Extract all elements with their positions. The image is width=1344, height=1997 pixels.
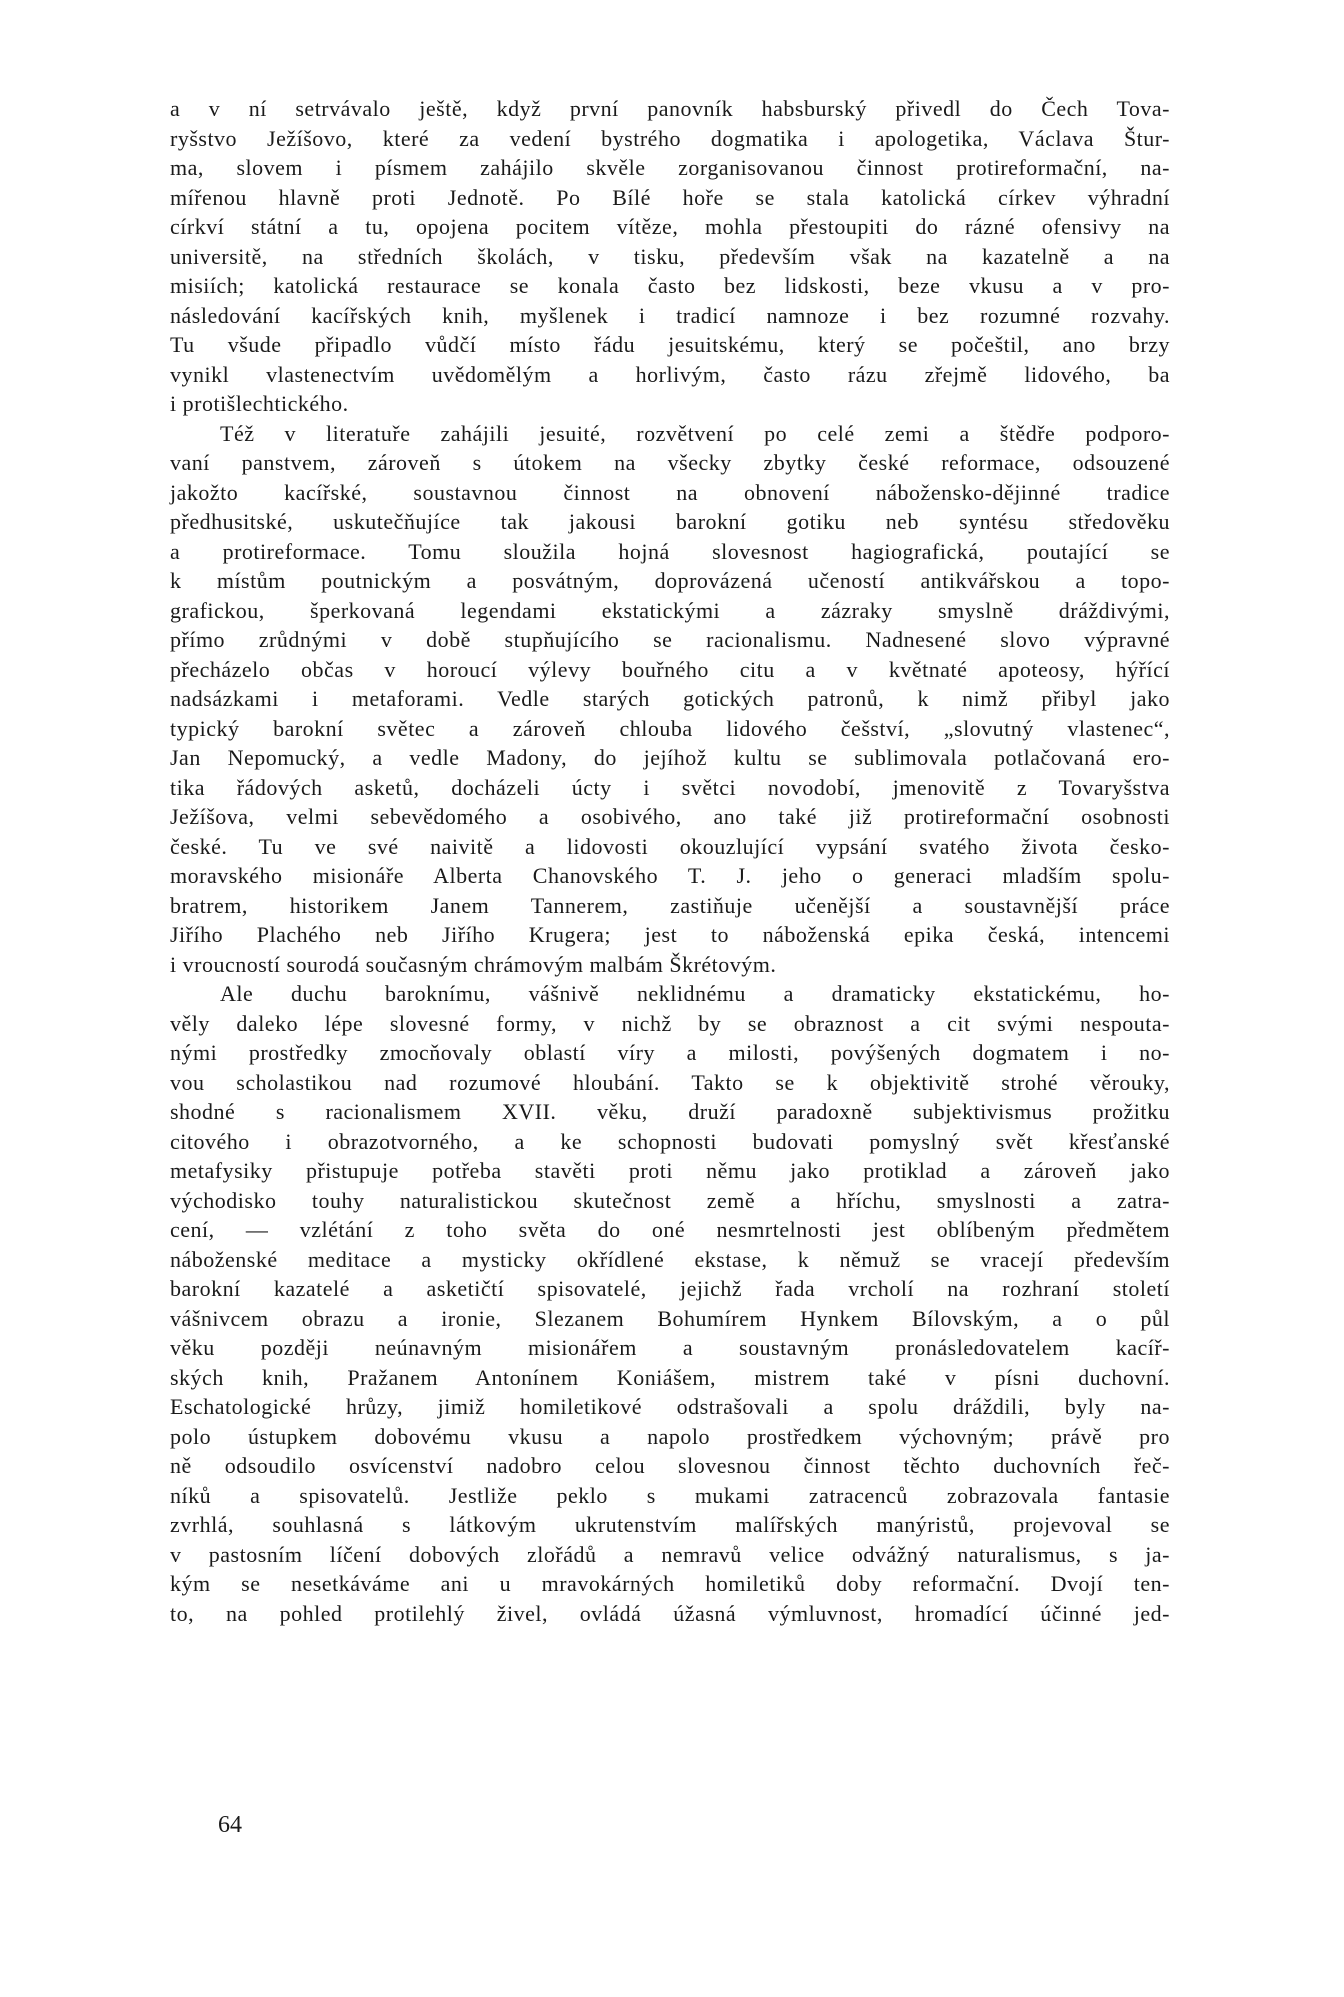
text-line: vynikl vlastenectvím uvědomělým a horlivým, často rázu zřejmě lidového, ba [170,361,1170,387]
text-line: typický barokní světec a zároveň chlouba lidového češství, „slovutný vlastenec“, [170,715,1170,741]
text-line: vou scholastikou nad rozumové hloubání. Takto se k objektivitě strohé věrouky, [170,1069,1170,1095]
text-line: Jan Nepomucký, a vedle Madony, do jejíhož kultu se sublimovala potlačovaná ero- [170,745,1170,770]
text-line: ma, slovem i písmem zahájilo skvěle zorganisovanou činnost protireformační, na- [170,155,1170,180]
text-line: následování kacířských knih, myšlenek i tradicí namnoze i bez rozumné rozvahy. [170,302,1170,328]
text-line: misiích; katolická restaurace se konala často bez lidskosti, beze vkusu a v pro- [170,273,1170,298]
text-line: vaní panstvem, zároveň s útokem na všecky zbytky české reformace, odsouzené [170,450,1170,475]
text-line: ně odsoudilo osvícenství nadobro celou slovesnou činnost těchto duchovních řeč- [170,1453,1170,1478]
text-line: přecházelo občas v horoucí výlevy bouřného citu a v květnaté apoteosy, hýřící [170,656,1170,682]
text-line: Ale duchu baroknímu, vášnivě neklidnému a dramaticky ekstatickému, ho- [220,981,1170,1006]
text-line: věku později neúnavným misionářem a soustavným pronásledovatelem kacíř- [170,1335,1170,1360]
text-line: shodné s racionalismem XVII. věku, druží paradoxně subjektivismus prožitku [170,1099,1170,1124]
paragraph [170,979,1170,1628]
text-line: nými prostředky zmocňovaly oblastí víry a milosti, povýšených dogmatem i no- [170,1040,1170,1065]
text-line: níků a spisovatelů. Jestliže peklo s mukami zatracenců zobrazovala fantasie [170,1482,1170,1508]
text-line: Jiřího Plachého neb Jiřího Krugera; jest to náboženská epika česká, intencemi [170,922,1170,947]
text-line: to, na pohled protilehlý živel, ovládá úžasná výmluvnost, hromadící účinné jed- [170,1600,1170,1626]
text-line: i protišlechtického. [170,391,349,416]
text-line: tika řádových asketů, docházeli úcty i světci novodobí, jmenovitě z Tovaryšstva [170,774,1170,800]
text-line: citového i obrazotvorného, a ke schopnosti budovati pomyslný svět křesťanské [170,1128,1170,1154]
text-line: přímo zrůdnými v době stupňujícího se racionalismu. Nadnesené slovo výpravné [170,627,1170,652]
text-line: Eschatologické hrůzy, jimiž homiletikové odstrašovali a spolu dráždili, byly na- [170,1394,1170,1419]
text-line: jakožto kacířské, soustavnou činnost na obnovení nábožensko-dějinné tradice [170,479,1170,505]
text-line: české. Tu ve své naivitě a lidovosti okouzlující vypsání svatého života česko- [170,833,1170,859]
text-line: k místům poutnickým a posvátným, doprovázená učeností antikvářskou a topo- [170,568,1170,593]
text-line: bratrem, historikem Janem Tannerem, zastiňuje učenější a soustavnější práce [170,892,1170,918]
text-line: barokní kazatelé a asketičtí spisovatelé, jejichž řada vrcholí na rozhraní století [170,1276,1170,1301]
text-line: zvrhlá, souhlasná s látkovým ukrutenstvím malířských manýristů, projevoval se [170,1512,1170,1537]
text-line: vášnivcem obrazu a ironie, Slezanem Bohumírem Hynkem Bílovským, a o půl [170,1305,1170,1331]
text-line: polo ústupkem dobovému vkusu a napolo prostředkem výchovným; právě pro [170,1423,1170,1449]
paragraph [170,94,1170,419]
text-line: moravského misionáře Alberta Chanovského T. J. jeho o generaci mladším spolu- [170,863,1170,888]
text-line: ryšstvo Ježíšovo, které za vedení bystrého dogmatika i apologetika, Václava Štur- [170,125,1170,151]
text-line: předhusitské, uskutečňujíce tak jakousi barokní gotiku neb syntésu středověku [170,509,1170,534]
text-line: mířenou hlavně proti Jednotě. Po Bílé hoře se stala katolická církev výhradní [170,184,1170,210]
text-line: universitě, na středních školách, v tisku, především však na kazatelně a na [170,243,1170,269]
text-line: v pastosním líčení dobových zlořádů a nemravů velice odvážný naturalismus, s ja- [170,1541,1170,1567]
text-line: náboženské meditace a mysticky okřídlené ekstase, k němuž se vracejí především [170,1246,1170,1272]
text-line: cení, — vzlétání z toho světa do oné nesmrtelnosti jest oblíbeným předmětem [170,1217,1170,1242]
text-line: věly daleko lépe slovesné formy, v nichž by se obraznost a cit svými nespouta- [170,1010,1170,1036]
text-line: církví státní a tu, opojena pocitem vítěze, mohla přestoupiti do rázné ofensivy na [170,214,1170,239]
text-line: a v ní setrvávalo ještě, když první panovník habsburský přivedl do Čech Tova- [170,96,1170,121]
text-line: Tu všude připadlo vůdčí místo řádu jesuitskému, který se počeštil, ano brzy [170,332,1170,357]
text-line: ských knih, Pražanem Antonínem Koniášem, mistrem také v písni duchovní. [170,1364,1170,1390]
text-line: Též v literatuře zahájili jesuité, rozvětvení po celé zemi a štědře podporo- [220,420,1170,446]
text-line: metafysiky přistupuje potřeba stavěti proti němu jako protiklad a zároveň jako [170,1158,1170,1183]
text-line: i vroucností sourodá současným chrámovým malbám Škrétovým. [170,951,777,977]
main-text [170,94,1170,1628]
paragraph [170,419,1170,980]
text-line: Ježíšova, velmi sebevědomého a osobivého, ano také již protireformační osobnosti [170,804,1170,829]
text-line: nadsázkami i metaforami. Vedle starých gotických patronů, k nimž přibyl jako [170,686,1170,711]
page-number: 64 [218,1812,242,1838]
text-line: východisko touhy naturalistickou skutečnost země a hříchu, smyslnosti a zatra- [170,1187,1170,1213]
text-line: grafickou, šperkovaná legendami ekstatickými a zázraky smyslně dráždivými, [170,597,1170,623]
text-line: kým se nesetkáváme ani u mravokárných homiletiků doby reformační. Dvojí ten- [170,1571,1170,1596]
text-line: a protireformace. Tomu sloužila hojná slovesnost hagiografická, poutající se [170,538,1170,564]
